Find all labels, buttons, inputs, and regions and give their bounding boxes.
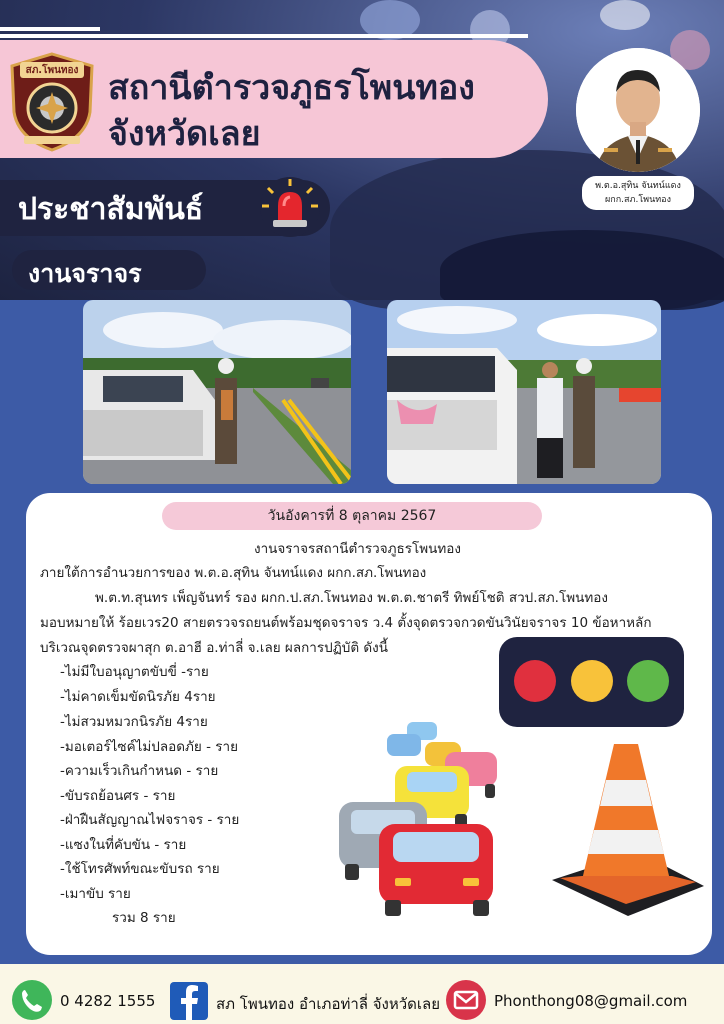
report-line-1: ภายใต้การอำนวยการของ พ.ต.อ.สุทิน จันทน์แดง ผกก.สภ.โพนทอง: [40, 565, 427, 581]
violation-item: -ไม่สวมหมวกนิรภัย 4ราย: [60, 714, 208, 730]
red-lamp-icon: [514, 660, 556, 702]
violation-item: -ใช้โทรศัพท์ขณะขับรถ ราย: [60, 861, 220, 877]
pr-label: ประชาสัมพันธ์: [18, 192, 204, 227]
violation-item: -เมาขับ ราย: [60, 886, 131, 902]
email-address[interactable]: Phonthong08@gmail.com: [494, 992, 688, 1010]
station-name: สถานีตำรวจภูธรโพนทอง: [108, 68, 475, 108]
commander-caption: [582, 176, 694, 210]
checkpoint-photo-1: [83, 300, 351, 484]
violation-item: -ฝ่าฝืนสัญญาณไฟจราจร - ราย: [60, 812, 240, 828]
violation-item: -ไม่คาดเข็มขัดนิรภัย 4ราย: [60, 689, 216, 705]
phone-icon: [12, 980, 52, 1020]
violation-item: -ความเร็วเกินกำหนด - ราย: [60, 763, 219, 779]
commander-name: พ.ต.อ.สุทิน จันทน์แดง: [595, 181, 681, 191]
province-name: จังหวัดเลย: [108, 114, 261, 154]
officer-portrait-icon: [576, 48, 700, 172]
report-heading: งานจราจรสถานีตำรวจภูธรโพนทอง: [254, 541, 461, 557]
report-line-4: บริเวณจุดตรวจผาสุก ต.อาฮี อ.ท่าลี่ จ.เลย ผลการปฏิบัติ ดังนี้: [40, 640, 388, 656]
green-lamp-icon: [627, 660, 669, 702]
logo-text: สภ.โพนทอง: [25, 65, 79, 76]
violation-item: -มอเตอร์ไซค์ไม่ปลอดภัย - ราย: [60, 739, 239, 755]
checkpoint-photo-1-image: [83, 300, 351, 484]
violation-total: รวม 8 ราย: [112, 910, 176, 926]
facebook-page[interactable]: สภ โพนทอง อำเภอท่าลี่ จังหวัดเลย: [216, 995, 440, 1013]
commander-portrait: [576, 48, 700, 172]
report-date: วันอังคารที่ 8 ตุลาคม 2567: [162, 502, 542, 530]
facebook-icon: [170, 982, 208, 1020]
violation-item: -แซงในที่คับขัน - ราย: [60, 837, 187, 853]
report-line-2: พ.ต.ท.สุนทร เพ็ญจันทร์ รอง ผกก.ป.สภ.โพนทอง พ.ต.ต.ชาตรี ทิพย์โชติ สวป.สภ.โพนทอง: [95, 590, 608, 606]
violation-item: -ไม่มีใบอนุญาตขับขี่ -ราย: [60, 664, 209, 680]
traffic-jam-icon: [335, 718, 505, 918]
section-label: งานจราจร: [28, 259, 142, 288]
header-stripe: [0, 27, 100, 31]
phone-number[interactable]: 0 4282 1555: [60, 992, 156, 1010]
commander-position: ผกก.สภ.โพนทอง: [605, 195, 671, 205]
violation-item: -ขับรถย้อนศร - ราย: [60, 788, 176, 804]
header-stripe: [0, 34, 528, 38]
traffic-cone-icon: [552, 740, 704, 916]
checkpoint-photo-2: [387, 300, 661, 484]
email-icon: [446, 980, 486, 1020]
checkpoint-photo-2-image: [387, 300, 661, 484]
yellow-lamp-icon: [571, 660, 613, 702]
siren-icon: [258, 176, 322, 238]
report-line-3: มอบหมายให้ ร้อยเวร20 สายตรวจรถยนต์พร้อมชุดจราจร ว.4 ตั้งจุดตรวจกวดขันวินัยจราจร 10 ข้อหาหลัก: [40, 615, 652, 631]
